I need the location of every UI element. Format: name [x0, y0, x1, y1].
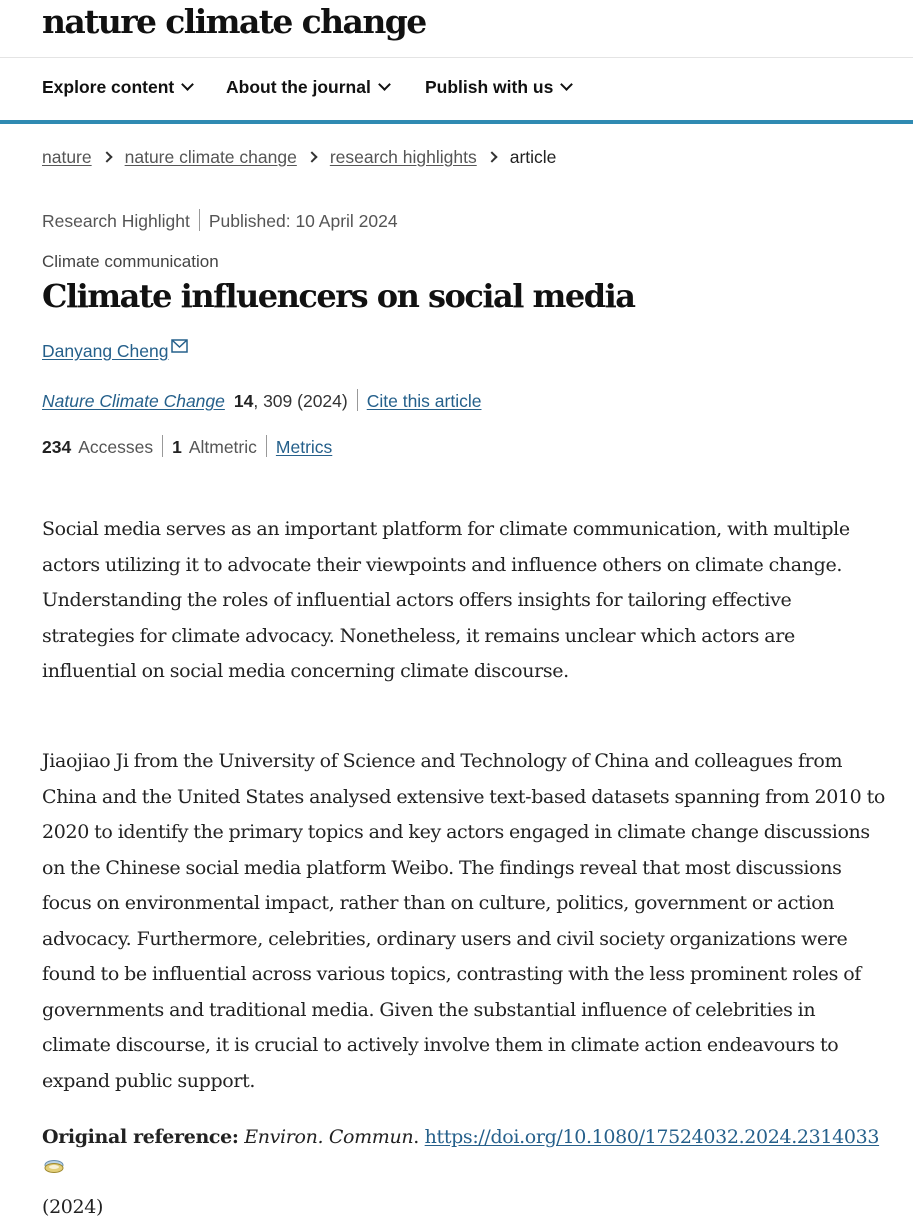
published-date: Published: 10 April 2024 [208, 211, 398, 231]
author-line [42, 339, 188, 363]
journal-link[interactable]: Nature Climate Change [42, 391, 225, 411]
article-subject[interactable]: Climate communication [42, 252, 219, 271]
original-reference [42, 1120, 892, 1225]
reference-label: Original reference: [42, 1126, 239, 1148]
article-title: Climate influencers on social media [42, 277, 635, 315]
nav-item-label: Explore content [42, 77, 175, 97]
citation-line [42, 389, 481, 413]
chevron-right-icon [101, 151, 112, 162]
journal-logo[interactable]: nature climate change [42, 2, 426, 41]
chevron-down-icon [560, 78, 573, 91]
altmetric-count: 1 [172, 437, 182, 457]
author-link[interactable]: Danyang Cheng [42, 341, 169, 361]
breadcrumb-nature-climate-change[interactable]: nature climate change [124, 147, 297, 167]
chevron-right-icon [486, 151, 497, 162]
google-scholar-icon[interactable] [43, 1159, 65, 1175]
metrics-link[interactable]: Metrics [275, 437, 333, 457]
main-nav [0, 58, 913, 124]
divider [162, 435, 163, 457]
nav-publish-with-us[interactable] [425, 75, 571, 99]
nav-about-the-journal[interactable] [226, 75, 389, 99]
chevron-down-icon [181, 78, 194, 91]
divider [199, 209, 200, 231]
accesses-count: 234 [42, 437, 72, 457]
cite-this-article-link[interactable]: Cite this article [366, 391, 482, 411]
breadcrumb-current: article [509, 147, 557, 167]
article-meta [42, 209, 398, 233]
nav-item-label: About the journal [226, 77, 371, 97]
reference-year: (2024) [42, 1196, 104, 1218]
breadcrumb-research-highlights[interactable]: research highlights [329, 147, 477, 167]
accesses-label: Accesses [78, 437, 154, 457]
mail-icon[interactable] [171, 339, 188, 353]
article-paragraph: Jiaojiao Ji from the University of Science and Technology of China and colleagues from China and the United States analysed extensive text-based datasets spanning from 2010 to 2020 to identify the primary topics and key actors engaged in climate change discussions on the Chinese social media platform Weibo. The findings reveal that most discussions focus on environmental impact, rather than on culture, politics, government or action advocacy. Furthermore, celebrities, ordinary users and civil society organizations were found to be influential across various topics, contrasting with the less prominent roles of governments and traditional media. Given the substantial influence of celebrities in climate discourse, it is crucial to actively involve them in climate action endeavours to expand public support. [42, 750, 885, 1092]
chevron-down-icon [378, 78, 391, 91]
chevron-right-icon [306, 151, 317, 162]
article-type: Research Highlight [42, 211, 190, 231]
breadcrumb-nature[interactable]: nature [42, 147, 92, 167]
volume: 14 [233, 391, 254, 411]
divider [357, 389, 358, 411]
nav-item-label: Publish with us [425, 77, 554, 97]
doi-link[interactable]: https://doi.org/10.1080/17524032.2024.2314033 [424, 1126, 880, 1148]
article-paragraph: Social media serves as an important platform for climate communication, with multiple actors utilizing it to advocate their viewpoints and influence others on climate change. Understanding the roles of influential actors offers insights for tailoring effective strategies for climate advocacy. Nonetheless, it remains unclear which actors are influential on social media concerning climate discourse. [42, 518, 850, 682]
altmetric-label: Altmetric [188, 437, 257, 457]
pages-year: , 309 (2024) [253, 391, 348, 411]
nav-explore-content[interactable] [42, 75, 192, 99]
divider [266, 435, 267, 457]
article-metrics [42, 435, 332, 459]
breadcrumb [42, 145, 556, 169]
reference-journal: Environ. Commun [244, 1126, 414, 1148]
reference-dot: . [413, 1126, 419, 1148]
site-header [0, 0, 913, 58]
